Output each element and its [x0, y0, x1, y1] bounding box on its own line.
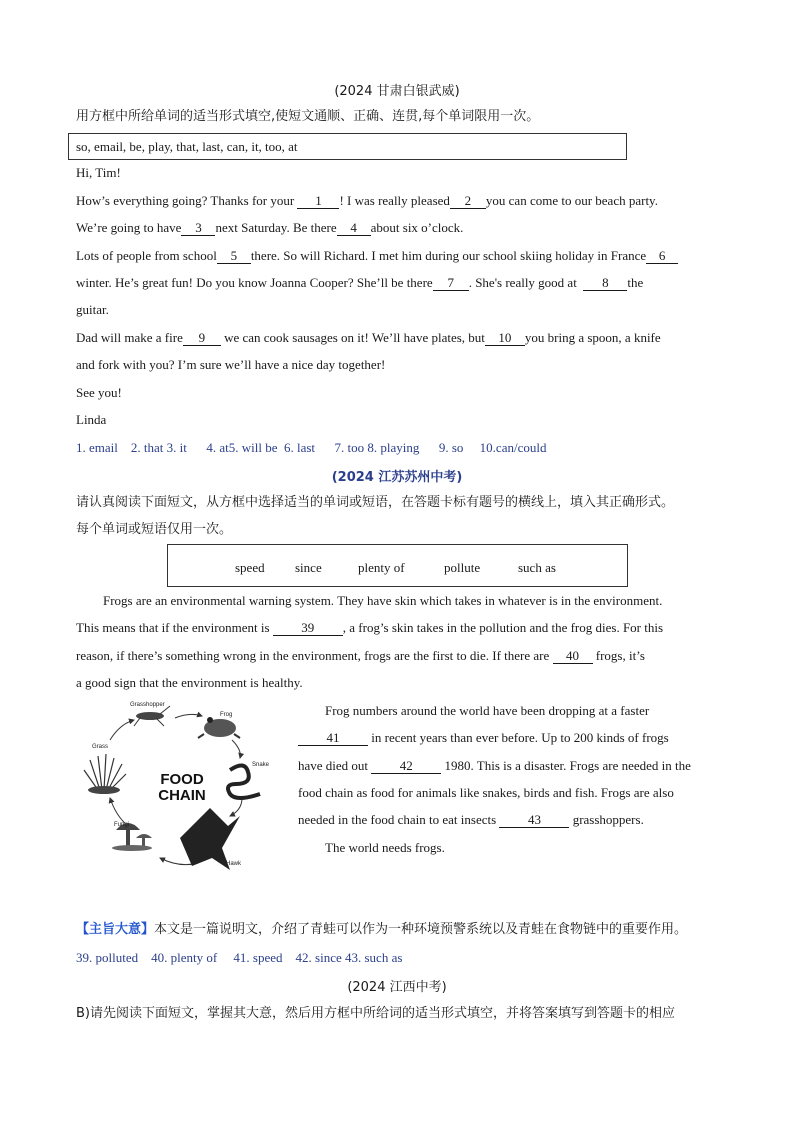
grass-icon	[84, 754, 126, 794]
label-hawk: Hawk	[226, 861, 242, 867]
food-chain-diagram	[80, 698, 290, 878]
section2-instruction-1: 请认真阅读下面短文，从方框中选择适当的单词或短语，在答题卡标有题号的横线上，填入其正确形式。	[76, 495, 675, 510]
summary	[76, 921, 687, 939]
section1-answers: 1. email 2. that 3. it 4. at5. will be 6. last 7. too 8. playing 9. so 10.can/could	[76, 440, 547, 455]
passage-right-line-2: 41 in recent years than ever before. Up to 200 kinds of frogs	[298, 729, 669, 747]
frog-icon	[198, 717, 240, 738]
blank-42[interactable]: 42	[371, 759, 441, 774]
letter-line-7: and fork with you? I’m sure we’ll have a nice day together!	[76, 357, 386, 372]
section1-instruction: 用方框中所给单词的适当形式填空,使短文通顺、正确、连贯,每个单词限用一次。	[76, 109, 540, 124]
label-grasshopper: Grasshopper	[130, 702, 165, 708]
word-pollute: pollute	[444, 560, 481, 575]
blank-43[interactable]: 43	[499, 813, 569, 828]
blank-39[interactable]: 39	[273, 621, 343, 636]
blank-40[interactable]: 40	[553, 649, 593, 664]
center-label-food: FOOD	[160, 771, 204, 788]
letter-line-3: Lots of people from school 5 there. So will Richard. I met him during our school skiing holiday in France 6	[76, 247, 678, 265]
word-box-text: so, email, be, play, that, last, can, it, too, at	[76, 139, 298, 154]
blank-1[interactable]: 1	[297, 194, 339, 209]
blank-8[interactable]: 8	[583, 276, 627, 291]
label-snake: Snake	[252, 762, 270, 768]
letter-signature: Linda	[76, 412, 107, 427]
passage-line-3: reason, if there’s something wrong in the environment, frogs are the first to die. If there are 40 frogs, it’s	[76, 648, 645, 663]
section2-title: (2024 江苏苏州中考)	[331, 470, 463, 485]
passage-right-line-4: food chain as food for animals like snakes, birds and fish. Frogs are also	[298, 785, 674, 800]
center-label-chain: CHAIN	[158, 787, 206, 804]
summary-text: 本文是一篇说明文，介绍了青蛙可以作为一种环境预警系统以及青蛙在食物链中的重要作用。	[154, 922, 688, 937]
word-plenty-of: plenty of	[358, 560, 405, 575]
letter-line-5: guitar.	[76, 302, 109, 317]
section2-instruction-2: 每个单词或短语仅用一次。	[76, 522, 233, 537]
passage-right-line-1: Frog numbers around the world have been dropping at a faster	[325, 703, 650, 718]
letter-line-6: Dad will make a fire 9 we can cook sausages on it! We’ll have plates, but 10 you bring a spoon, a knife	[76, 330, 661, 345]
blank-6[interactable]: 6	[646, 249, 678, 264]
passage-right-line-6: The world needs frogs.	[325, 840, 445, 855]
passage-right-line-5: needed in the food chain to eat insects 43 grasshoppers.	[298, 812, 644, 827]
label-grass: Grass	[92, 744, 109, 750]
section3-instruction: B)请先阅读下面短文，掌握其大意，然后用方框中所给词的适当形式填空，并将答案填写到答题卡的相应	[76, 1006, 675, 1021]
summary-tag: 【主旨大意】	[76, 922, 155, 937]
blank-9[interactable]: 9	[183, 331, 221, 346]
word-since: since	[295, 560, 322, 575]
letter-greeting: Hi, Tim!	[76, 165, 121, 180]
blank-41[interactable]: 41	[298, 731, 368, 746]
blank-10[interactable]: 10	[485, 331, 525, 346]
passage-right-line-3: have died out 42 1980. This is a disaster. Frogs are needed in the	[298, 758, 691, 773]
word-such-as: such as	[518, 560, 556, 575]
passage-line-4: a good sign that the environment is healthy.	[76, 675, 303, 690]
label-fungi: Fungi	[114, 822, 130, 828]
section2-answers: 39. polluted 40. plenty of 41. speed 42. since 43. such as	[76, 950, 403, 965]
word-speed: speed	[235, 560, 265, 575]
section2-word-box	[167, 544, 628, 587]
label-frog: Frog	[220, 712, 233, 718]
snake-icon	[228, 765, 260, 798]
blank-2[interactable]: 2	[450, 194, 486, 209]
section1-word-box	[68, 133, 627, 160]
blank-5[interactable]: 5	[217, 249, 251, 264]
blank-4[interactable]: 4	[337, 221, 371, 236]
blank-3[interactable]: 3	[181, 221, 215, 236]
food-chain-center-label	[152, 772, 212, 804]
letter-line-4: winter. He’s great fun! Do you know Joanna Cooper? She’ll be there 7 . She's really good at 8 the	[76, 275, 644, 290]
section1-title: (2024 甘肃白银武威)	[334, 84, 460, 99]
letter-closing: See you!	[76, 385, 122, 400]
grasshopper-icon	[134, 706, 170, 726]
letter-line-1: How’s everything going? Thanks for your 1 ! I was really pleased 2 you can come to our beach party.	[76, 193, 658, 208]
passage-line-2: This means that if the environment is 39 , a frog’s skin takes in the pollution and the frog dies. For this	[76, 620, 664, 635]
letter-line-2: We’re going to have 3 next Saturday. Be there 4 about six o’clock.	[76, 220, 464, 235]
section3-title: (2024 江西中考)	[347, 980, 447, 995]
passage-line-1: Frogs are an environmental warning system. They have skin which takes in whatever is in the environment.	[103, 593, 663, 608]
blank-7[interactable]: 7	[433, 276, 469, 291]
